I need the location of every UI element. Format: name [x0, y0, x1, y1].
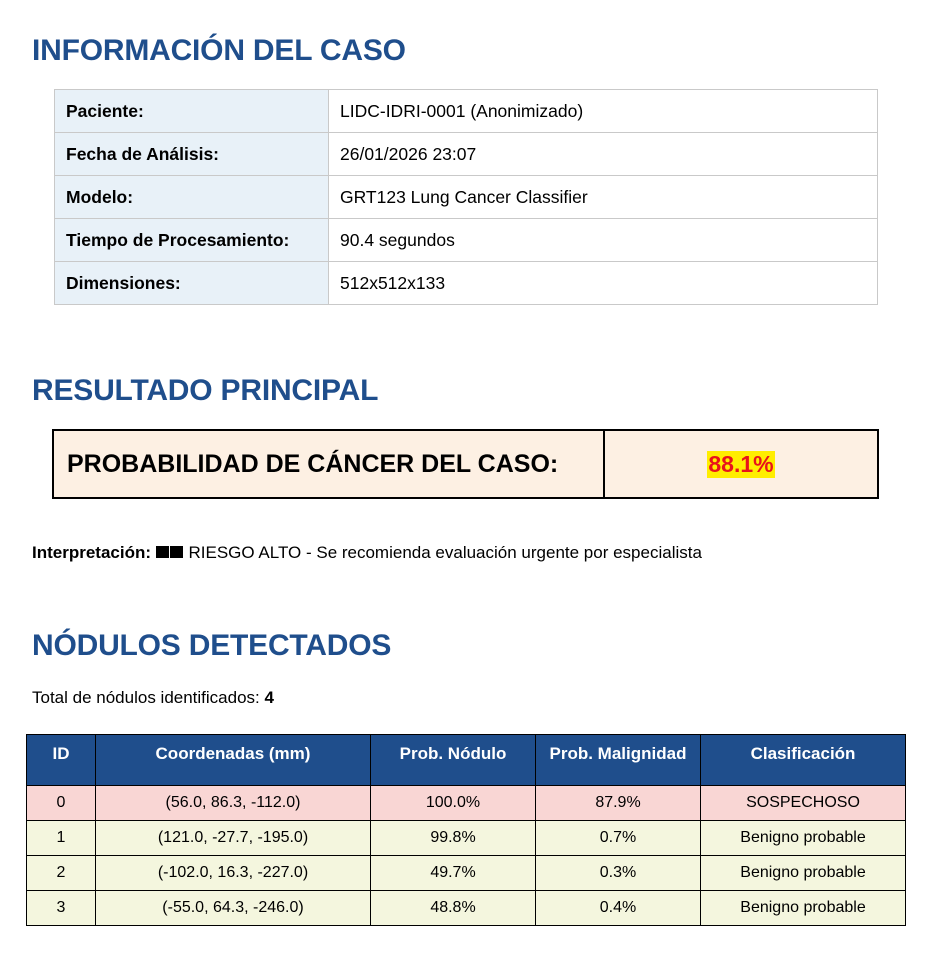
- column-header-coordinates: Coordenadas (mm): [96, 735, 371, 786]
- info-value: 90.4 segundos: [329, 219, 878, 262]
- info-label: Paciente:: [55, 90, 329, 133]
- interpretation-label: Interpretación:: [32, 543, 152, 562]
- nodule-total-line: [32, 688, 274, 708]
- nodule-id: 1: [27, 821, 96, 856]
- table-row: [55, 133, 878, 176]
- info-label: Tiempo de Procesamiento:: [55, 219, 329, 262]
- nodule-prob: 48.8%: [371, 891, 536, 926]
- nodule-id: 2: [27, 856, 96, 891]
- section-title-case-info: INFORMACIÓN DEL CASO: [32, 34, 406, 67]
- nodule-id: 3: [27, 891, 96, 926]
- malignancy-prob: 0.3%: [536, 856, 701, 891]
- interpretation-text: RIESGO ALTO - Se recomienda evaluación urgente por especialista: [188, 543, 702, 562]
- case-info-table: [54, 89, 878, 305]
- column-header-prob-malignancy: Prob. Malignidad: [536, 735, 701, 786]
- column-header-id: ID: [27, 735, 96, 786]
- nodule-classification: Benigno probable: [701, 856, 906, 891]
- table-row: [27, 821, 906, 856]
- nodule-prob: 49.7%: [371, 856, 536, 891]
- section-title-main-result: RESULTADO PRINCIPAL: [32, 374, 379, 407]
- nodule-classification: Benigno probable: [701, 821, 906, 856]
- table-header-row: [27, 735, 906, 786]
- table-row: [55, 262, 878, 305]
- risk-squares-icon: [156, 543, 184, 562]
- nodule-total-value: 4: [264, 688, 274, 707]
- column-header-classification: Clasificación: [701, 735, 906, 786]
- cancer-probability-value: 88.1%: [708, 450, 774, 477]
- interpretation-line: [32, 543, 702, 563]
- info-label: Dimensiones:: [55, 262, 329, 305]
- table-row: [55, 219, 878, 262]
- nodule-total-label: Total de nódulos identificados:: [32, 688, 260, 707]
- info-value: LIDC-IDRI-0001 (Anonimizado): [329, 90, 878, 133]
- nodules-table: [26, 734, 906, 926]
- malignancy-prob: 0.7%: [536, 821, 701, 856]
- nodule-coordinates: (-55.0, 64.3, -246.0): [96, 891, 371, 926]
- cancer-probability-cell: [605, 431, 877, 497]
- info-value: 512x512x133: [329, 262, 878, 305]
- nodule-classification: Benigno probable: [701, 891, 906, 926]
- malignancy-prob: 0.4%: [536, 891, 701, 926]
- malignancy-prob: 87.9%: [536, 786, 701, 821]
- nodule-id: 0: [27, 786, 96, 821]
- table-row: [27, 856, 906, 891]
- nodule-coordinates: (121.0, -27.7, -195.0): [96, 821, 371, 856]
- nodule-coordinates: (-102.0, 16.3, -227.0): [96, 856, 371, 891]
- cancer-probability-label: PROBABILIDAD DE CÁNCER DEL CASO:: [54, 431, 605, 497]
- info-value: 26/01/2026 23:07: [329, 133, 878, 176]
- info-label: Modelo:: [55, 176, 329, 219]
- table-row: [55, 90, 878, 133]
- info-label: Fecha de Análisis:: [55, 133, 329, 176]
- table-row: [27, 891, 906, 926]
- column-header-prob-nodule: Prob. Nódulo: [371, 735, 536, 786]
- nodule-prob: 99.8%: [371, 821, 536, 856]
- table-row: [27, 786, 906, 821]
- section-title-nodules: NÓDULOS DETECTADOS: [32, 629, 392, 662]
- nodule-coordinates: (56.0, 86.3, -112.0): [96, 786, 371, 821]
- nodule-prob: 100.0%: [371, 786, 536, 821]
- info-value: GRT123 Lung Cancer Classifier: [329, 176, 878, 219]
- nodule-classification: SOSPECHOSO: [701, 786, 906, 821]
- cancer-probability-box: [52, 429, 879, 499]
- table-row: [55, 176, 878, 219]
